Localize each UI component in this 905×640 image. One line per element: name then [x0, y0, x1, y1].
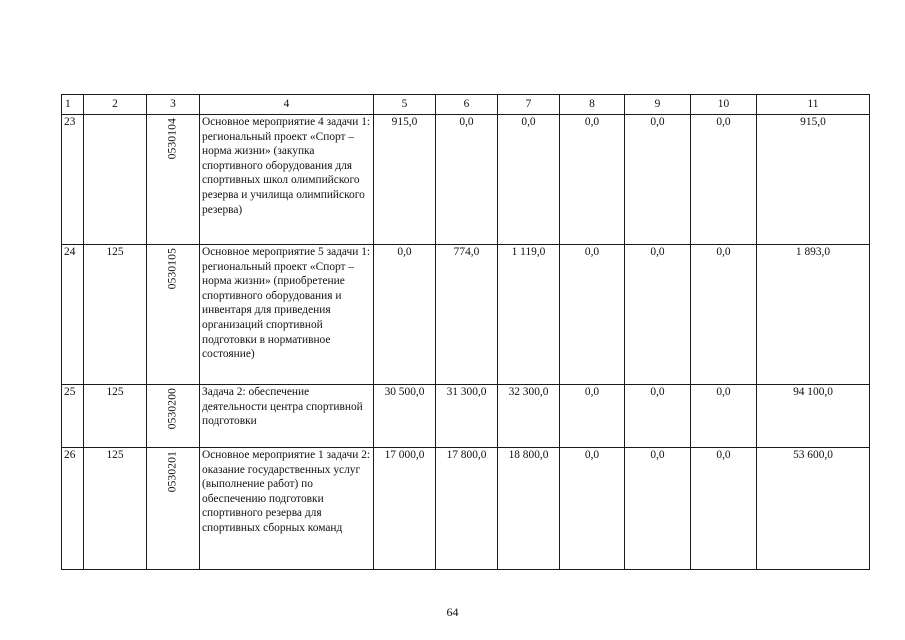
budget-code-cell	[147, 245, 200, 385]
value-col-8: 0,0	[560, 245, 625, 385]
table-row	[62, 115, 870, 245]
event-description: Основное мероприятие 5 задачи 1: региональный проект «Спорт – норма жизни» (приобретение спортивного оборудования и инвентаря для приведения организаций спортивной подготовки в нормативное состояние)	[200, 245, 374, 385]
value-col-9: 0,0	[625, 245, 691, 385]
event-description: Основное мероприятие 1 задачи 2: оказание государственных услуг (выполнение работ) по обеспечению подготовки спортивного резерва для спортивных сборных команд	[200, 448, 374, 570]
header-cell: 8	[560, 95, 625, 115]
header-cell: 1	[62, 95, 84, 115]
header-cell: 5	[374, 95, 436, 115]
event-description: Задача 2: обеспечение деятельности центра спортивной подготовки	[200, 385, 374, 448]
row-number: 23	[62, 115, 84, 245]
budget-code: 0530200	[166, 388, 179, 430]
admin-code: 125	[84, 385, 147, 448]
value-col-10: 0,0	[691, 245, 757, 385]
value-col-9: 0,0	[625, 115, 691, 245]
page-number: 64	[446, 605, 459, 619]
value-col-6: 0,0	[436, 115, 498, 245]
value-col-6: 31 300,0	[436, 385, 498, 448]
admin-code: 125	[84, 245, 147, 385]
budget-table	[61, 94, 870, 570]
value-col-5: 17 000,0	[374, 448, 436, 570]
table-header-row	[62, 95, 870, 115]
value-col-9: 0,0	[625, 448, 691, 570]
budget-code-cell	[147, 115, 200, 245]
event-description: Основное мероприятие 4 задачи 1: региональный проект «Спорт – норма жизни» (закупка спортивного оборудования для спортивных школ олимпийского резерва и училища олимпийского резерва)	[200, 115, 374, 245]
budget-code-cell	[147, 385, 200, 448]
header-cell: 4	[200, 95, 374, 115]
value-col-7: 18 800,0	[498, 448, 560, 570]
value-col-10: 0,0	[691, 115, 757, 245]
admin-code	[84, 115, 147, 245]
value-col-7: 0,0	[498, 115, 560, 245]
budget-code: 0530201	[166, 451, 179, 493]
row-number: 25	[62, 385, 84, 448]
value-col-11-total: 915,0	[757, 115, 870, 245]
value-col-10: 0,0	[691, 448, 757, 570]
value-col-7: 1 119,0	[498, 245, 560, 385]
table-row	[62, 245, 870, 385]
value-col-11-total: 53 600,0	[757, 448, 870, 570]
value-col-8: 0,0	[560, 448, 625, 570]
value-col-8: 0,0	[560, 115, 625, 245]
header-cell: 9	[625, 95, 691, 115]
value-col-6: 774,0	[436, 245, 498, 385]
table-row	[62, 448, 870, 570]
row-number: 26	[62, 448, 84, 570]
header-cell: 7	[498, 95, 560, 115]
header-cell: 11	[757, 95, 870, 115]
value-col-5: 0,0	[374, 245, 436, 385]
header-cell: 3	[147, 95, 200, 115]
value-col-11-total: 94 100,0	[757, 385, 870, 448]
header-cell: 6	[436, 95, 498, 115]
value-col-5: 915,0	[374, 115, 436, 245]
value-col-9: 0,0	[625, 385, 691, 448]
table-row	[62, 385, 870, 448]
value-col-8: 0,0	[560, 385, 625, 448]
header-cell: 10	[691, 95, 757, 115]
budget-code: 0530104	[166, 118, 179, 160]
value-col-10: 0,0	[691, 385, 757, 448]
value-col-6: 17 800,0	[436, 448, 498, 570]
value-col-7: 32 300,0	[498, 385, 560, 448]
value-col-5: 30 500,0	[374, 385, 436, 448]
budget-code: 0530105	[166, 248, 179, 290]
admin-code: 125	[84, 448, 147, 570]
budget-code-cell	[147, 448, 200, 570]
header-cell: 2	[84, 95, 147, 115]
row-number: 24	[62, 245, 84, 385]
value-col-11-total: 1 893,0	[757, 245, 870, 385]
